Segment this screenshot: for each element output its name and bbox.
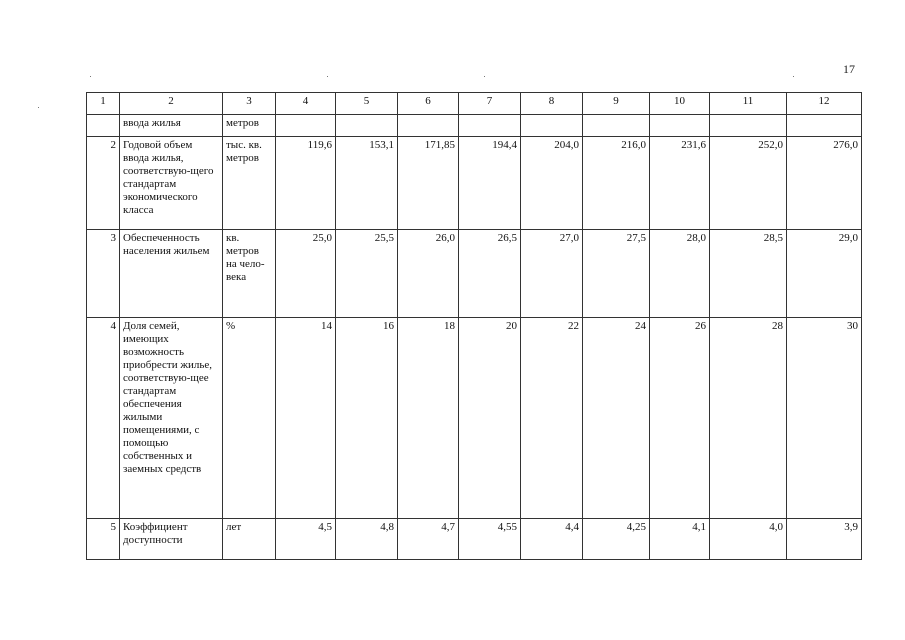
value-cell: 18 (398, 318, 459, 519)
value-cell: 4,0 (710, 519, 787, 560)
scan-speck (90, 76, 91, 77)
header-cell: 12 (787, 93, 862, 115)
indicator-name: Коэффициент доступности (120, 519, 223, 560)
value-cell: 119,6 (276, 137, 336, 230)
header-cell: 8 (521, 93, 583, 115)
scan-speck (38, 107, 39, 108)
value-cell: 26 (650, 318, 710, 519)
value-cell: 276,0 (787, 137, 862, 230)
value-cell: 3,9 (787, 519, 862, 560)
value-cell: 4,1 (650, 519, 710, 560)
value-cell (787, 115, 862, 137)
scan-speck (484, 76, 485, 77)
value-cell: 4,25 (583, 519, 650, 560)
header-cell: 11 (710, 93, 787, 115)
value-cell: 26,5 (459, 230, 521, 318)
indicator-name: ввода жилья (120, 115, 223, 137)
value-cell (336, 115, 398, 137)
scan-speck (793, 76, 794, 77)
value-cell: 28,5 (710, 230, 787, 318)
value-cell: 25,5 (336, 230, 398, 318)
value-cell: 204,0 (521, 137, 583, 230)
row-index: 4 (87, 318, 120, 519)
indicator-name: Доля семей, имеющих возможность приобрести жилье, соответствую-щее стандартам обеспечения жилыми помещениями, с помощью собственных и заемных средств (120, 318, 223, 519)
indicator-name: Годовой объем ввода жилья, соответствую-щего стандартам экономического класса (120, 137, 223, 230)
value-cell: 14 (276, 318, 336, 519)
value-cell (459, 115, 521, 137)
value-cell: 4,7 (398, 519, 459, 560)
page-number: 17 (843, 62, 855, 76)
unit-cell: кв. метров на чело-века (223, 230, 276, 318)
header-row (87, 93, 862, 115)
value-cell: 4,55 (459, 519, 521, 560)
unit-cell: тыс. кв. метров (223, 137, 276, 230)
header-cell: 7 (459, 93, 521, 115)
housing-indicators-table (86, 92, 862, 560)
value-cell (276, 115, 336, 137)
value-cell: 4,8 (336, 519, 398, 560)
header-cell: 9 (583, 93, 650, 115)
header-cell: 2 (120, 93, 223, 115)
value-cell: 28,0 (650, 230, 710, 318)
value-cell: 20 (459, 318, 521, 519)
header-cell: 10 (650, 93, 710, 115)
value-cell: 4,4 (521, 519, 583, 560)
header-cell: 5 (336, 93, 398, 115)
unit-cell: лет (223, 519, 276, 560)
indicator-name: Обеспеченность населения жильем (120, 230, 223, 318)
header-cell: 6 (398, 93, 459, 115)
row-index: 3 (87, 230, 120, 318)
header-cell: 1 (87, 93, 120, 115)
value-cell: 231,6 (650, 137, 710, 230)
table-row (87, 115, 862, 137)
value-cell: 153,1 (336, 137, 398, 230)
value-cell (521, 115, 583, 137)
unit-cell: % (223, 318, 276, 519)
value-cell: 24 (583, 318, 650, 519)
value-cell: 4,5 (276, 519, 336, 560)
value-cell: 25,0 (276, 230, 336, 318)
value-cell: 194,4 (459, 137, 521, 230)
value-cell: 22 (521, 318, 583, 519)
value-cell (583, 115, 650, 137)
table-row (87, 230, 862, 318)
value-cell (650, 115, 710, 137)
row-index (87, 115, 120, 137)
value-cell: 27,0 (521, 230, 583, 318)
table-row (87, 137, 862, 230)
value-cell: 252,0 (710, 137, 787, 230)
table-row (87, 519, 862, 560)
value-cell: 16 (336, 318, 398, 519)
value-cell: 26,0 (398, 230, 459, 318)
value-cell (710, 115, 787, 137)
value-cell: 29,0 (787, 230, 862, 318)
header-cell: 3 (223, 93, 276, 115)
value-cell: 30 (787, 318, 862, 519)
value-cell (398, 115, 459, 137)
value-cell: 171,85 (398, 137, 459, 230)
value-cell: 28 (710, 318, 787, 519)
row-index: 5 (87, 519, 120, 560)
header-cell: 4 (276, 93, 336, 115)
unit-cell: метров (223, 115, 276, 137)
row-index: 2 (87, 137, 120, 230)
value-cell: 27,5 (583, 230, 650, 318)
table-row (87, 318, 862, 519)
scan-speck (327, 76, 328, 77)
value-cell: 216,0 (583, 137, 650, 230)
